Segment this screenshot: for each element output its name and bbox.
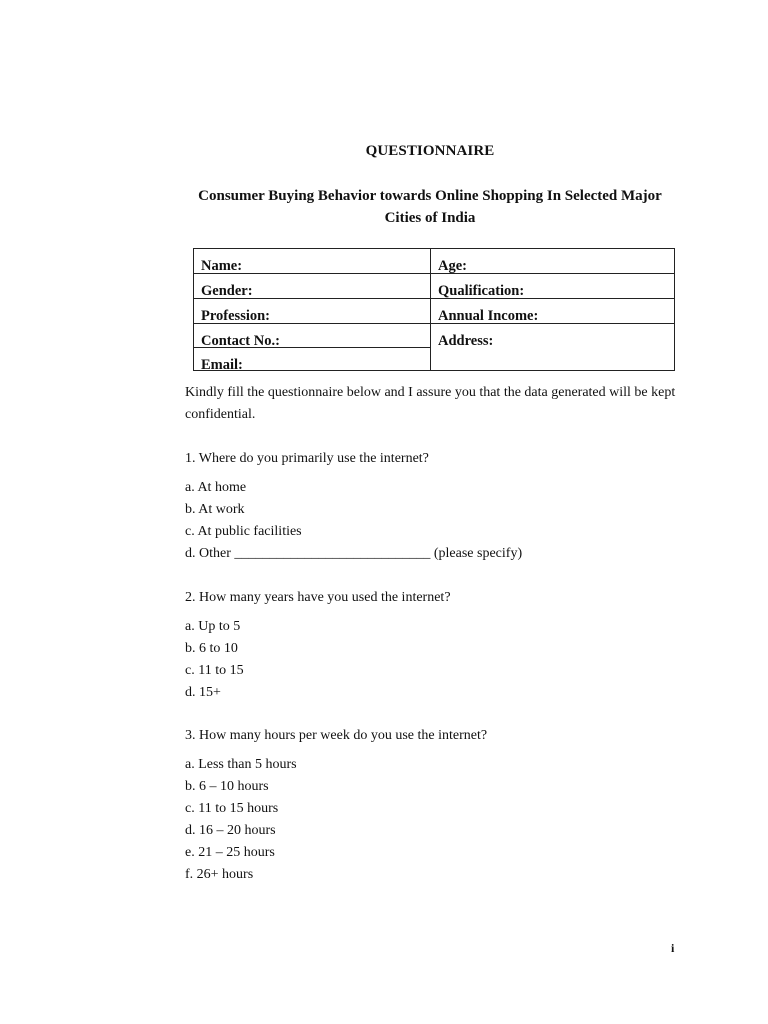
field-gender[interactable]: Gender:: [201, 283, 253, 299]
option-21-25-hours[interactable]: e. 21 – 25 hours: [185, 845, 275, 860]
option-16-20-hours[interactable]: d. 16 – 20 hours: [185, 823, 276, 838]
option-less-than-5-hours[interactable]: a. Less than 5 hours: [185, 757, 297, 772]
field-name[interactable]: Name:: [201, 258, 243, 274]
option-public-facilities[interactable]: c. At public facilities: [185, 524, 302, 539]
subtitle-line-2: Cities of India: [384, 210, 476, 226]
option-11-15-hours[interactable]: c. 11 to 15 hours: [185, 801, 279, 816]
option-up-to-5[interactable]: a. Up to 5: [185, 619, 241, 634]
option-other-specify[interactable]: d. Other ____________________________ (please specify): [185, 546, 523, 561]
question-1-options: [185, 477, 522, 565]
option-11-to-15[interactable]: c. 11 to 15: [185, 663, 244, 678]
question-1: 1. Where do you primarily use the internet?: [185, 451, 429, 466]
page-number: i: [671, 941, 675, 955]
option-15-plus[interactable]: d. 15+: [185, 685, 221, 700]
field-contact-number[interactable]: Contact No.:: [201, 333, 280, 349]
respondent-info-table: [193, 248, 675, 371]
question-3: 3. How many hours per week do you use the internet?: [185, 728, 488, 743]
option-6-to-10[interactable]: b. 6 to 10: [185, 641, 238, 656]
option-at-work[interactable]: b. At work: [185, 502, 245, 517]
option-26-plus-hours[interactable]: f. 26+ hours: [185, 867, 254, 882]
field-age[interactable]: Age:: [438, 258, 467, 274]
field-annual-income[interactable]: Annual Income:: [438, 308, 539, 324]
field-address[interactable]: Address:: [438, 333, 494, 349]
survey-subtitle: [180, 185, 680, 229]
subtitle-line-1: Consumer Buying Behavior towards Online Shopping In Selected Major: [198, 188, 662, 204]
page-title: QUESTIONNAIRE: [365, 143, 495, 159]
field-profession[interactable]: Profession:: [201, 308, 271, 324]
intro-paragraph: Kindly fill the questionnaire below and I assure you that the data generated will be kept confidential.: [185, 385, 676, 422]
question-2-options: [185, 616, 244, 704]
question-2: 2. How many years have you used the internet?: [185, 590, 451, 605]
question-3-options: [185, 754, 297, 886]
option-at-home[interactable]: a. At home: [185, 480, 247, 495]
option-6-10-hours[interactable]: b. 6 – 10 hours: [185, 779, 269, 794]
field-qualification[interactable]: Qualification:: [438, 283, 525, 299]
field-email[interactable]: Email:: [201, 357, 243, 373]
